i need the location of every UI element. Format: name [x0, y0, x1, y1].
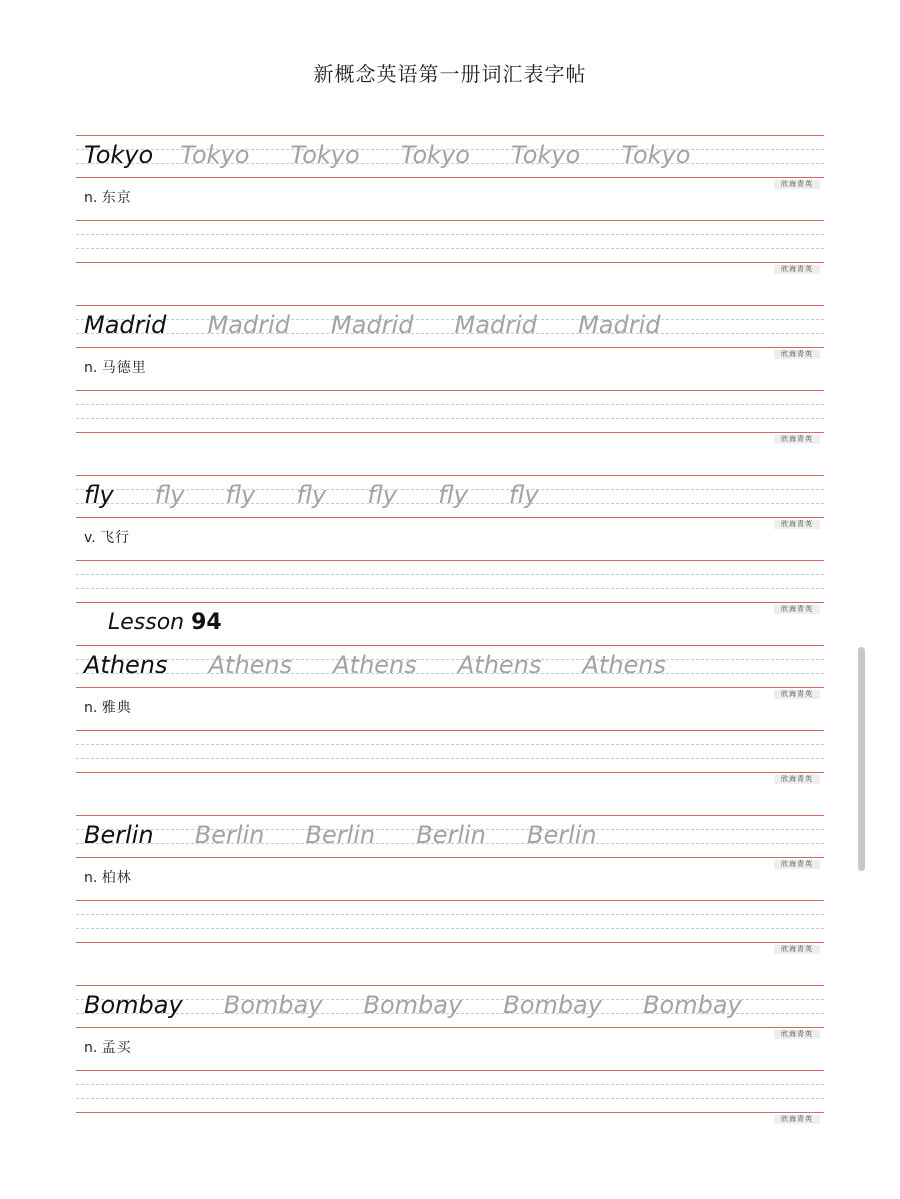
word-row-tokyo [84, 135, 691, 175]
red-rule [76, 220, 824, 221]
meaning-bombay [84, 1037, 132, 1057]
chinese-meaning: 柏林 [101, 870, 132, 886]
guide-rule [76, 1098, 824, 1099]
watermark-stamp: 欣海青英 [774, 520, 820, 529]
trace-word: Madrid [331, 311, 414, 339]
guide-rule [76, 574, 824, 575]
watermark-stamp: 欣海青英 [774, 1030, 820, 1039]
vertical-scrollbar[interactable] [858, 647, 865, 871]
watermark-stamp: 欣海青英 [774, 435, 820, 444]
red-rule [76, 262, 824, 263]
trace-word: Bombay [363, 991, 463, 1019]
red-rule [76, 517, 824, 518]
trace-word: Athens [582, 651, 667, 679]
meaning-berlin [84, 867, 132, 887]
trace-word: Tokyo [621, 141, 691, 169]
part-of-speech: n. [84, 190, 98, 206]
guide-rule [76, 418, 824, 419]
part-of-speech: n. [84, 870, 98, 886]
trace-word: Berlin [527, 821, 597, 849]
trace-word: Berlin [305, 821, 376, 849]
watermark-stamp: 欣海青英 [774, 350, 820, 359]
chinese-meaning: 雅典 [101, 700, 132, 716]
word-row-bombay [84, 985, 742, 1025]
red-rule [76, 1070, 824, 1071]
page-title: 新概念英语第一册词汇表字帖 [313, 62, 587, 86]
red-rule [76, 1027, 824, 1028]
trace-word: fly [225, 481, 256, 509]
meaning-tokyo [84, 187, 132, 207]
guide-rule [76, 248, 824, 249]
red-rule [76, 900, 824, 901]
trace-word: Berlin [416, 821, 486, 849]
guide-rule [76, 234, 824, 235]
red-rule [76, 602, 824, 603]
part-of-speech: n. [84, 700, 98, 716]
trace-word: Madrid [454, 311, 537, 339]
guide-rule [76, 928, 824, 929]
meaning-athens [84, 697, 132, 717]
guide-rule [76, 1084, 824, 1085]
word-madrid: Madrid [84, 311, 167, 339]
red-rule [76, 772, 824, 773]
word-row-athens [84, 645, 666, 685]
word-row-berlin [84, 815, 597, 855]
guide-rule [76, 588, 824, 589]
watermark-stamp: 欣海青英 [774, 1115, 820, 1124]
word-bombay: Bombay [84, 991, 183, 1019]
chinese-meaning: 孟买 [101, 1040, 132, 1056]
trace-word: Tokyo [290, 141, 360, 169]
trace-word: Madrid [578, 311, 661, 339]
word-row-fly [84, 475, 539, 515]
trace-word: Athens [457, 651, 542, 679]
watermark-stamp: 欣海青英 [774, 180, 820, 189]
trace-word: fly [438, 481, 468, 509]
red-rule [76, 560, 824, 561]
red-rule [76, 1112, 824, 1113]
guide-rule [76, 744, 824, 745]
chinese-meaning: 东京 [101, 190, 132, 206]
trace-word: Athens [208, 651, 293, 679]
trace-word: fly [367, 481, 397, 509]
watermark-stamp: 欣海青英 [774, 690, 820, 699]
red-rule [76, 177, 824, 178]
trace-word: Bombay [503, 991, 602, 1019]
trace-word: fly [296, 481, 327, 509]
trace-word: Madrid [207, 311, 290, 339]
watermark-stamp: 欣海青英 [774, 775, 820, 784]
meaning-fly [84, 527, 130, 547]
part-of-speech: v. [84, 530, 96, 546]
lesson-heading [108, 610, 222, 635]
trace-word: Bombay [643, 991, 742, 1019]
part-of-speech: n. [84, 1040, 98, 1056]
trace-word: Tokyo [511, 141, 581, 169]
guide-rule [76, 914, 824, 915]
copybook-sheet [76, 0, 824, 1199]
red-rule [76, 432, 824, 433]
word-row-madrid [84, 305, 660, 345]
watermark-stamp: 欣海青英 [774, 860, 820, 869]
trace-word: fly [508, 481, 539, 509]
part-of-speech: n. [84, 360, 98, 376]
red-rule [76, 730, 824, 731]
red-rule [76, 347, 824, 348]
guide-rule [76, 404, 824, 405]
red-rule [76, 390, 824, 391]
chinese-meaning: 飞行 [100, 530, 131, 546]
red-rule [76, 687, 824, 688]
word-fly: fly [84, 481, 114, 509]
trace-word: fly [154, 481, 185, 509]
trace-word: Bombay [223, 991, 323, 1019]
watermark-stamp: 欣海青英 [774, 605, 820, 614]
lesson-label: Lesson [108, 610, 185, 635]
chinese-meaning: 马德里 [101, 360, 147, 376]
red-rule [76, 857, 824, 858]
watermark-stamp: 欣海青英 [774, 265, 820, 274]
watermark-stamp: 欣海青英 [774, 945, 820, 954]
trace-word: Berlin [194, 821, 265, 849]
word-berlin: Berlin [84, 821, 154, 849]
lesson-number: 94 [191, 610, 222, 635]
word-athens: Athens [84, 651, 168, 679]
trace-word: Tokyo [400, 141, 470, 169]
red-rule [76, 942, 824, 943]
meaning-madrid [84, 357, 147, 377]
guide-rule [76, 758, 824, 759]
trace-word: Tokyo [180, 141, 250, 169]
trace-word: Athens [333, 651, 417, 679]
word-tokyo: Tokyo [84, 141, 154, 169]
